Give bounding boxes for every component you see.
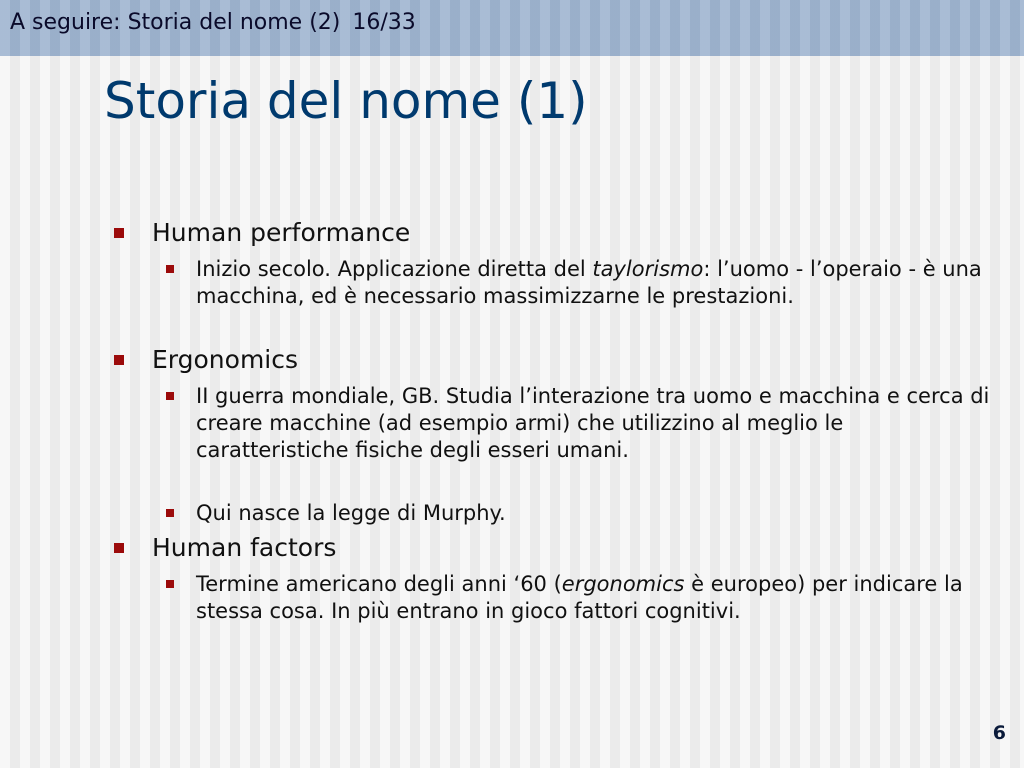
item-emphasis: taylorismo xyxy=(592,257,704,281)
section-human-factors xyxy=(152,533,336,563)
list-item xyxy=(196,383,996,464)
section-human-performance xyxy=(152,218,410,248)
list-item xyxy=(196,256,996,310)
item-text: : l’uomo - l’operaio - è una macchina, ed è necessario massimizzarne le prestazioni. xyxy=(196,257,982,308)
item-text: Termine americano degli anni ‘60 ( xyxy=(196,572,562,596)
section-heading: Ergonomics xyxy=(152,345,299,374)
section-ergonomics xyxy=(152,345,298,375)
item-text: Qui nasce la legge di Murphy. xyxy=(196,501,506,525)
item-text: è europeo) per indicare la stessa cosa. In più entrano in gioco fattori cognitivi. xyxy=(196,572,963,623)
next-slide-link-text[interactable]: A seguire: Storia del nome (2) xyxy=(10,10,341,35)
item-text: II guerra mondiale, GB. Studia l’interazione tra uomo e macchina e cerca di creare macchine (ad esempio armi) che utilizzino al meglio le caratteristiche fisiche degli esseri umani. xyxy=(196,384,990,462)
section-heading: Human factors xyxy=(152,533,337,562)
square-bullet-icon xyxy=(166,392,174,400)
page-number: 6 xyxy=(992,722,1006,744)
square-bullet-icon xyxy=(114,543,124,553)
item-emphasis: ergonomics xyxy=(561,572,685,596)
item-text: Inizio secolo. Applicazione diretta del xyxy=(196,257,593,281)
square-bullet-icon xyxy=(114,355,124,365)
list-item xyxy=(196,500,996,527)
slide-counter: 16/33 xyxy=(352,10,416,35)
square-bullet-icon xyxy=(114,228,124,238)
list-item xyxy=(196,571,996,625)
square-bullet-icon xyxy=(166,265,174,273)
square-bullet-icon xyxy=(166,509,174,517)
square-bullet-icon xyxy=(166,580,174,588)
section-heading: Human performance xyxy=(152,218,411,247)
slide-title: Storia del nome (1) xyxy=(104,72,588,130)
